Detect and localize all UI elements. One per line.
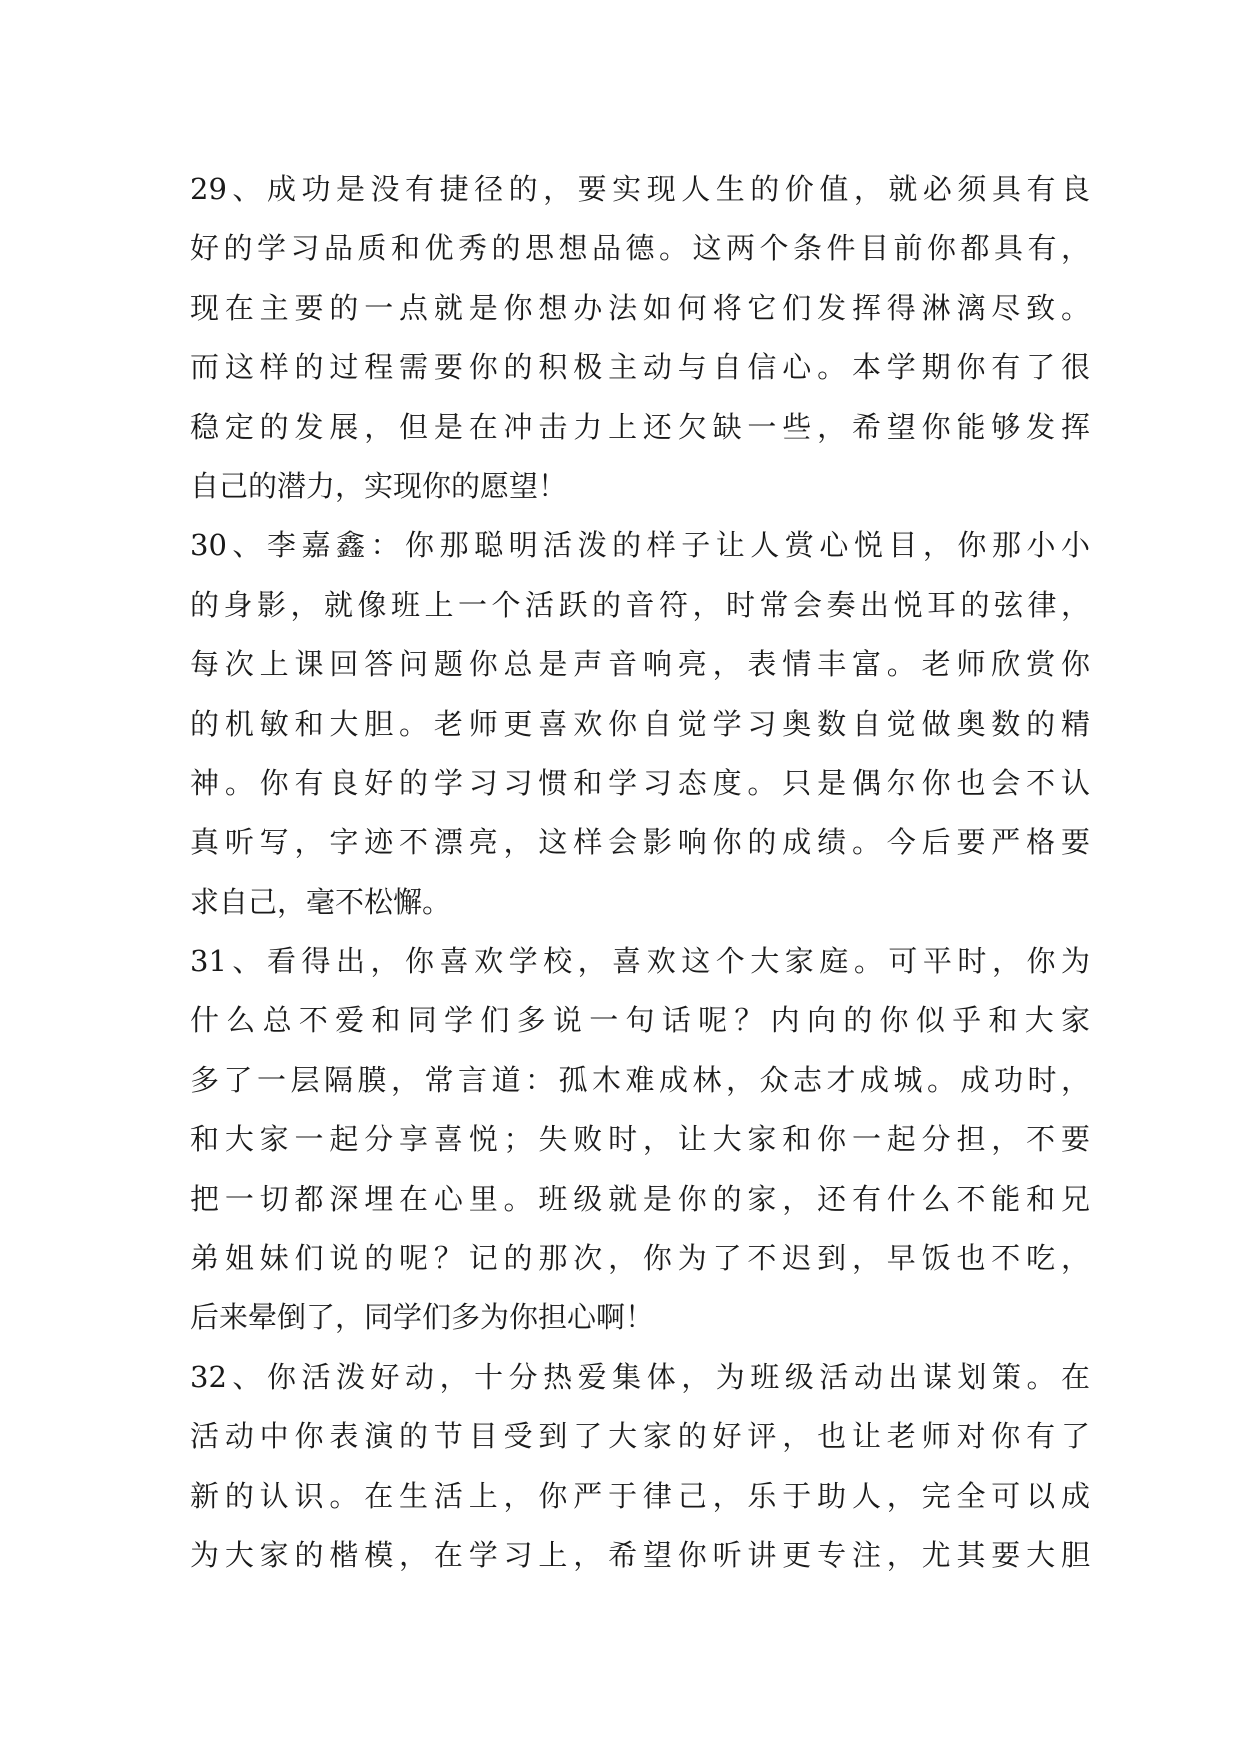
text-line: 后来晕倒了，同学们多为你担心啊！ — [190, 1300, 655, 1335]
text-line: 而这样的过程需要你的积极主动与自信心。本学期你有了很 — [190, 350, 1090, 385]
document-body — [190, 160, 1090, 1585]
text-line: 和大家一起分享喜悦；失败时，让大家和你一起分担，不要 — [190, 1122, 1090, 1157]
text-line: 弟姐妹们说的呢？记的那次，你为了不迟到，早饭也不吃， — [190, 1241, 1090, 1276]
text-line: 神。你有良好的学习习惯和学习态度。只是偶尔你也会不认 — [190, 765, 1090, 800]
text-line: 什么总不爱和同学们多说一句话呢？内向的你似乎和大家 — [190, 1003, 1090, 1038]
text-line: 32、你活泼好动，十分热爱集体，为班级活动出谋划策。在 — [190, 1359, 1090, 1394]
text-line: 29、成功是没有捷径的，要实现人生的价值，就必须具有良 — [190, 172, 1090, 206]
text-line: 的机敏和大胆。老师更喜欢你自觉学习奥数自觉做奥数的精 — [190, 706, 1090, 741]
text-line: 真听写，字迹不漂亮，这样会影响你的成绩。今后要严格要 — [190, 825, 1090, 860]
text-line: 为大家的楷模，在学习上，希望你听讲更专注，尤其要大胆 — [190, 1537, 1090, 1572]
text-line: 31、看得出，你喜欢学校，喜欢这个大家庭。可平时，你为 — [190, 944, 1090, 979]
text-line: 新的认识。在生活上，你严于律己，乐于助人，完全可以成 — [190, 1478, 1090, 1513]
text-line: 求自己，毫不松懈。 — [190, 884, 452, 919]
text-line: 的身影，就像班上一个活跃的音符，时常会奏出悦耳的弦律， — [190, 587, 1090, 622]
text-line: 自己的潜力，实现你的愿望！ — [190, 468, 568, 503]
text-line: 活动中你表演的节目受到了大家的好评，也让老师对你有了 — [190, 1419, 1090, 1454]
text-line: 把一切都深埋在心里。班级就是你的家，还有什么不能和兄 — [190, 1181, 1090, 1216]
text-line: 稳定的发展，但是在冲击力上还欠缺一些，希望你能够发挥 — [190, 409, 1090, 444]
text-line: 好的学习品质和优秀的思想品德。这两个条件目前你都具有， — [190, 231, 1090, 266]
text-line: 30、李嘉鑫：你那聪明活泼的样子让人赏心悦目，你那小小 — [190, 528, 1090, 563]
text-line: 多了一层隔膜，常言道：孤木难成林，众志才成城。成功时， — [190, 1062, 1090, 1097]
text-line: 现在主要的一点就是你想办法如何将它们发挥得淋漓尽致。 — [190, 290, 1090, 325]
text-line: 每次上课回答问题你总是声音响亮，表情丰富。老师欣赏你 — [190, 647, 1090, 682]
